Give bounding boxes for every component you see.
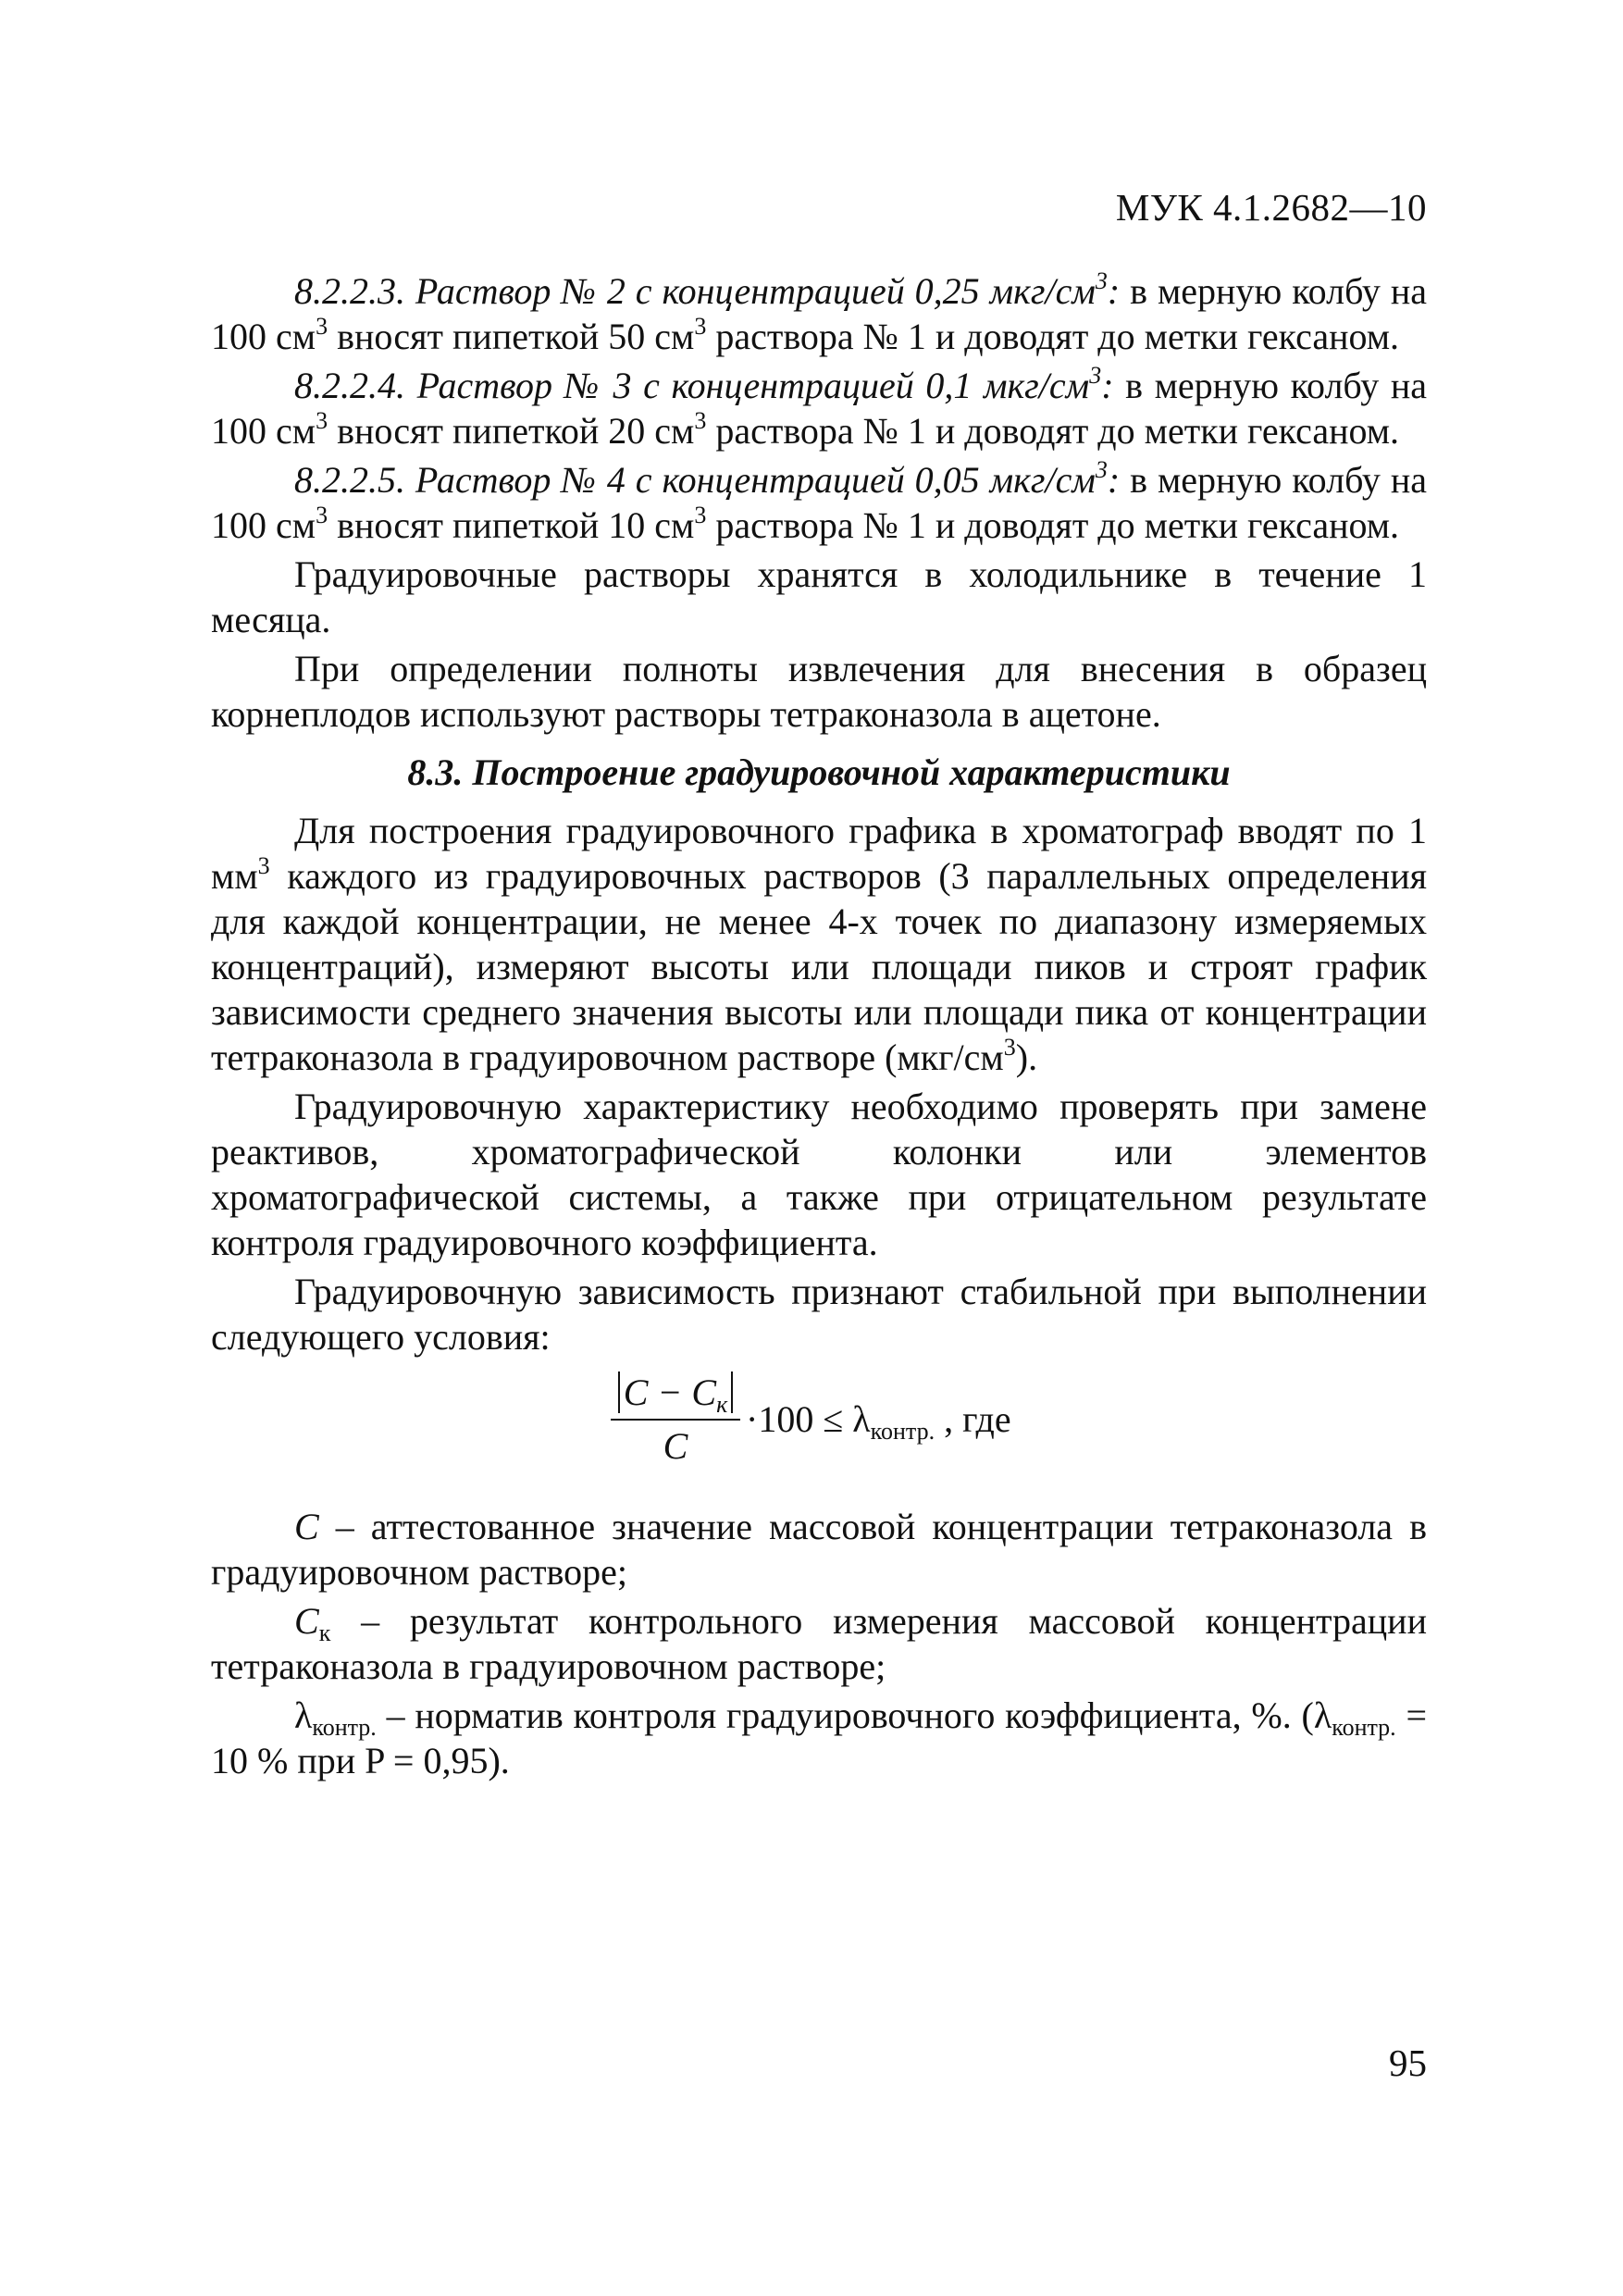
stability-formula [211,1369,1427,1487]
paragraph-title-colon: : [1101,365,1114,406]
fraction-bar [611,1419,740,1421]
paragraph-title-colon: : [1107,270,1121,312]
absolute-value [618,1371,734,1418]
formula-rhs-text: ·100 ≤ λ [746,1398,871,1440]
superscript-3: 3 [694,502,707,528]
definition-paren-subscript: контр. [1332,1714,1396,1741]
paragraph-text: раствора № 1 и доводят до метки гексаном. [706,410,1400,452]
definition-c [211,1504,1427,1595]
formula-denominator: C [663,1425,688,1467]
formula-right-side [746,1396,1011,1445]
paragraph-text: вносят пипеткой 20 см [328,410,695,452]
paragraph-8-2-2-4 [211,363,1427,453]
superscript-3: 3 [1089,362,1102,389]
numerator-subscript: к [716,1391,728,1418]
superscript-3: 3 [316,502,328,528]
definition-text: – аттестованное значение массовой концентрации тетраконазола в градуировочном растворе; [211,1506,1427,1593]
superscript-3: 3 [316,407,328,434]
paragraph-text: раствора № 1 и доводят до метки гексаном. [706,504,1400,546]
paragraph-8-2-2-3 [211,268,1427,359]
superscript-3: 3 [1003,1034,1016,1061]
paragraph-title-italic [294,456,1121,501]
definition-symbol: λ [294,1694,313,1736]
paragraph-text: вносят пипеткой 10 см [328,504,695,546]
formula-numerator [611,1369,740,1417]
paragraph-title-text: 8.2.2.5. Раствор № 4 с концентрацией 0,05 мкг/см [294,459,1096,501]
superscript-3: 3 [694,407,707,434]
definition-subscript: контр. [312,1714,377,1741]
paragraph-title-italic [294,362,1114,406]
paragraph-text: в мерную колбу на 100 см [211,365,1427,452]
paragraph-title-colon: : [1107,459,1121,501]
paragraph-title-text: 8.2.2.4. Раствор № 3 с концентрацией 0,1 мкг/см [294,365,1090,406]
definition-symbol: C [294,1506,319,1547]
paragraph-calibration-check: Градуировочную характеристику необходимо проверять при замене реактивов, хроматографической колонки или элементов хроматографической системы, а также при отрицательном результате контроля градуировочного коэффициента. [211,1086,1427,1263]
definition-subscript: к [318,1620,331,1646]
paragraph-title-text: 8.2.2.3. Раствор № 2 с концентрацией 0,25 мкг/см [294,270,1096,312]
paragraph-title-italic [294,267,1121,312]
definition-ck [211,1598,1427,1689]
definition-paren-symbol: (λ [1301,1694,1332,1736]
formula-rhs-subscript: контр. [870,1418,935,1445]
numerator-text: C − C [623,1371,717,1413]
formula-fraction [611,1369,740,1471]
paragraph-text: в мерную колбу на 100 см [211,459,1427,546]
paragraph-recovery: При определении полноты извлечения для внесения в образец корнеплодов используют растворы тетраконазола в ацетоне. [211,648,1427,735]
superscript-3: 3 [1095,267,1108,294]
formula-where-text: , где [935,1398,1011,1440]
definition-text: – результат контрольного измерения массовой концентрации тетраконазола в градуировочном растворе; [211,1600,1427,1687]
paragraph-text: каждого из градуировочных растворов (3 параллельных определения для каждой концентрации, не менее 4-х точек по диапазону измеряемых концентраций), измеряют высоты или площади пиков и строят график зависимости среднего значения высоты или площади пика от концентрации тетраконазола в градуировочном растворе (мкг/см [211,855,1427,1078]
definition-lambda [211,1693,1427,1783]
section-heading-8-3: 8.3. Построение градуировочной характеристики [407,751,1231,793]
definition-text: – норматив контроля градуировочного коэффициента, %. [376,1694,1292,1736]
paragraph-text: вносят пипеткой 50 см [328,316,695,357]
superscript-3: 3 [316,313,328,340]
paragraph-stability-condition: Градуировочную зависимость признают стабильной при выполнении следующего условия: [211,1271,1427,1358]
superscript-3: 3 [694,313,707,340]
paragraph-calibration-graph [211,808,1427,1080]
superscript-3: 3 [1095,456,1108,483]
paragraph-text: раствора № 1 и доводят до метки гексаном. [706,316,1400,357]
superscript-3: 3 [257,852,270,879]
page-number: 95 [1389,2042,1427,2084]
paragraph-text: Для построения градуировочного графика в хроматограф вводят по 1 мм [211,810,1427,897]
definition-paren-text: = 10 % при P = 0,95). [211,1694,1428,1781]
definition-symbol: C [294,1600,319,1642]
paragraph-text: ). [1015,1036,1038,1078]
document-id-header: МУК 4.1.2682—10 [1115,186,1427,229]
paragraph-8-2-2-5 [211,457,1427,548]
body-text [211,268,1427,1787]
paragraph-storage: Градуировочные растворы хранятся в холодильнике в течение 1 месяца. [211,553,1427,640]
paragraph-text: в мерную колбу на 100 см [211,270,1427,357]
